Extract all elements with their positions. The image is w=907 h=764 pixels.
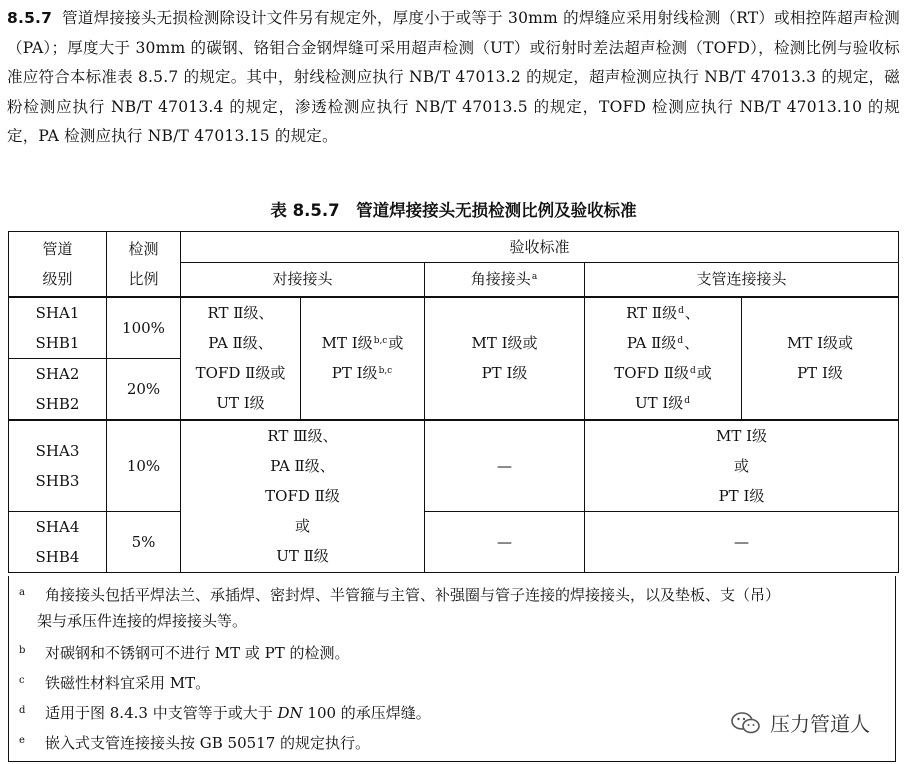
header-branch-joint: 支管连接接头 [585, 263, 899, 297]
branch-high-surface: MT Ⅰ级或 PT Ⅰ级 [742, 297, 899, 420]
watermark-text: 压力管道人 [770, 712, 870, 736]
header-butt-joint: 对接接头 [181, 263, 425, 297]
header-acceptance: 验收标准 [181, 232, 899, 263]
branch-r4-dash: — [585, 511, 899, 572]
clause-number: 8.5.7 [7, 9, 53, 27]
butt-high-surface: MT Ⅰ级$^{b,c}$或 PT Ⅰ级$^{b,c}$ [301, 297, 425, 420]
inspection-table [8, 231, 899, 573]
fillet-r3-dash: — [425, 420, 585, 512]
clause-paragraph [7, 4, 900, 152]
ratio-100: 100% [107, 297, 181, 359]
note-b: b 对碳钢和不锈钢可不进行 MT 或 PT 的检测。 [19, 644, 350, 662]
grade-sha4-shb4: SHA4 SHB4 [9, 511, 107, 572]
fillet-r4-dash: — [425, 511, 585, 572]
header-fillet-joint: 角接接头$^a$ [425, 263, 585, 297]
note-d: d 适用于图 8.4.3 中支管等于或大于 DN 100 的承压焊缝。 [19, 704, 431, 722]
wechat-icon [730, 711, 762, 735]
fillet-high: MT Ⅰ级或 PT Ⅰ级 [425, 297, 585, 420]
clause-text: 管道焊接接头无损检测除设计文件另有规定外，厚度小于或等于 30mm 的焊缝应采用射线检测（RT）或相控阵超声检测（PA）；厚度大于 30mm 的碳钢、铬钼合金钢焊缝可采用超声检测（UT）或衍射时差法超声检测（TOFD），检测比例与验收标准应符合本标准表 8.5.7 的规定。其中，射线检测应执行 NB/T 47013.2 的规定，超声检测应执行 NB/T 47013.3 的规定，磁粉检测应执行 NB/T 47013.4 的规定，渗透检测应执行 NB/T 47013.5 的规定，TOFD 检测应执行 NB/T 47013.10 的规定，PA 检测应执行 NB/T 47013.15 的规定。 [7, 9, 900, 145]
butt-high-methods: RT Ⅱ级、 PA Ⅱ级、 TOFD Ⅱ级或 UT Ⅰ级 [181, 297, 301, 420]
note-e: e 嵌入式支管连接接头按 GB 50517 的规定执行。 [19, 734, 371, 752]
ratio-10: 10% [107, 420, 181, 512]
note-a: a 角接接头包括平焊法兰、承插焊、密封焊、半管箍与主管、补强圈与管子连接的焊接接头，以及垫板、支（吊） 架与承压件连接的焊接接头等。 [19, 586, 781, 630]
grade-sha3-shb3: SHA3 SHB3 [9, 420, 107, 512]
ratio-20: 20% [107, 358, 181, 420]
branch-r3: MT Ⅰ级 或 PT Ⅰ级 [585, 420, 899, 512]
branch-high-methods: RT Ⅱ级$^d$、 PA Ⅱ级$^d$、 TOFD Ⅱ级$^d$或 UT Ⅰ级$^d$ [585, 297, 742, 420]
ratio-5: 5% [107, 511, 181, 572]
note-c: c 铁磁性材料宜采用 MT。 [19, 674, 211, 692]
watermark [730, 708, 870, 737]
grade-sha2-shb2: SHA2 SHB2 [9, 358, 107, 420]
table-caption: 表 8.5.7 管道焊接接头无损检测比例及验收标准 [270, 201, 637, 220]
header-ratio: 检测 比例 [107, 232, 181, 297]
header-grade: 管道 级别 [9, 232, 107, 297]
butt-low-methods: RT Ⅲ级、 PA Ⅱ级、 TOFD Ⅱ级 或 UT Ⅱ级 [181, 420, 425, 573]
grade-sha1-shb1: SHA1 SHB1 [9, 297, 107, 359]
